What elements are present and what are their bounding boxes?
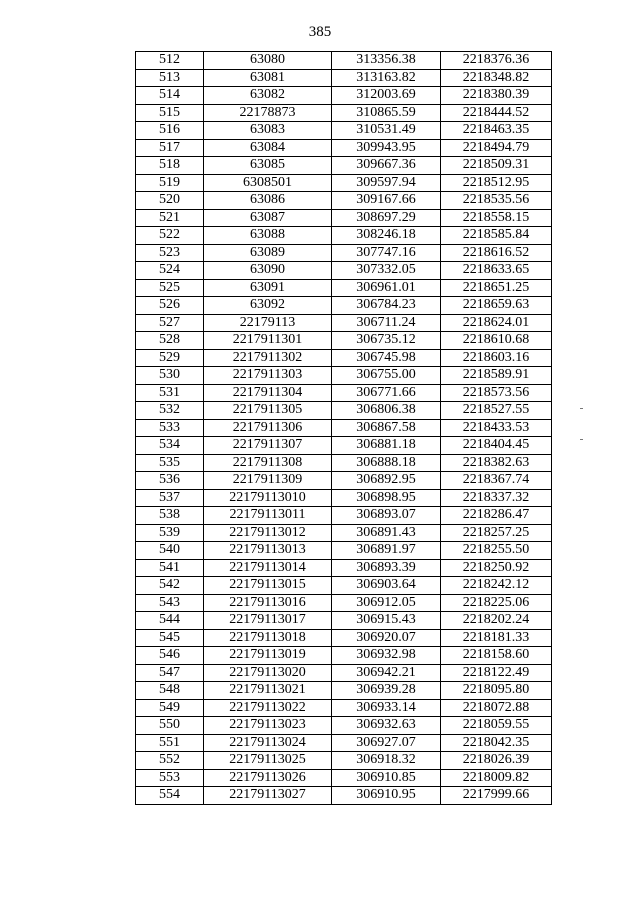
table-row bbox=[136, 489, 552, 507]
point-id-cell: 63080 bbox=[204, 52, 332, 70]
table-row bbox=[136, 157, 552, 175]
y-coordinate-cell: 2218558.15 bbox=[441, 209, 552, 227]
point-number-cell: 524 bbox=[136, 262, 204, 280]
point-number-cell: 542 bbox=[136, 577, 204, 595]
y-coordinate-cell: 2218202.24 bbox=[441, 612, 552, 630]
point-id-cell: 2217911302 bbox=[204, 349, 332, 367]
x-coordinate-cell: 310865.59 bbox=[332, 104, 441, 122]
coordinates-table bbox=[135, 51, 552, 805]
table-row bbox=[136, 314, 552, 332]
x-coordinate-cell: 312003.69 bbox=[332, 87, 441, 105]
point-number-cell: 523 bbox=[136, 244, 204, 262]
point-number-cell: 553 bbox=[136, 769, 204, 787]
table-row bbox=[136, 542, 552, 560]
x-coordinate-cell: 306806.38 bbox=[332, 402, 441, 420]
table-row bbox=[136, 87, 552, 105]
point-id-cell: 63087 bbox=[204, 209, 332, 227]
point-number-cell: 530 bbox=[136, 367, 204, 385]
point-number-cell: 549 bbox=[136, 699, 204, 717]
table-row bbox=[136, 332, 552, 350]
point-id-cell: 22179113024 bbox=[204, 734, 332, 752]
point-id-cell: 2217911301 bbox=[204, 332, 332, 350]
point-number-cell: 527 bbox=[136, 314, 204, 332]
y-coordinate-cell: 2217999.66 bbox=[441, 787, 552, 805]
x-coordinate-cell: 306771.66 bbox=[332, 384, 441, 402]
y-coordinate-cell: 2218337.32 bbox=[441, 489, 552, 507]
table-row bbox=[136, 419, 552, 437]
table-row bbox=[136, 192, 552, 210]
y-coordinate-cell: 2218589.91 bbox=[441, 367, 552, 385]
point-number-cell: 513 bbox=[136, 69, 204, 87]
x-coordinate-cell: 309943.95 bbox=[332, 139, 441, 157]
y-coordinate-cell: 2218348.82 bbox=[441, 69, 552, 87]
x-coordinate-cell: 306893.39 bbox=[332, 559, 441, 577]
point-id-cell: 63088 bbox=[204, 227, 332, 245]
point-id-cell: 22179113026 bbox=[204, 769, 332, 787]
table-row bbox=[136, 437, 552, 455]
y-coordinate-cell: 2218286.47 bbox=[441, 507, 552, 525]
point-id-cell: 2217911308 bbox=[204, 454, 332, 472]
x-coordinate-cell: 306927.07 bbox=[332, 734, 441, 752]
point-number-cell: 544 bbox=[136, 612, 204, 630]
point-number-cell: 532 bbox=[136, 402, 204, 420]
table-row bbox=[136, 752, 552, 770]
x-coordinate-cell: 307747.16 bbox=[332, 244, 441, 262]
point-number-cell: 550 bbox=[136, 717, 204, 735]
y-coordinate-cell: 2218527.55 bbox=[441, 402, 552, 420]
x-coordinate-cell: 306888.18 bbox=[332, 454, 441, 472]
table-row bbox=[136, 699, 552, 717]
x-coordinate-cell: 306893.07 bbox=[332, 507, 441, 525]
y-coordinate-cell: 2218072.88 bbox=[441, 699, 552, 717]
y-coordinate-cell: 2218603.16 bbox=[441, 349, 552, 367]
x-coordinate-cell: 306745.98 bbox=[332, 349, 441, 367]
point-id-cell: 63092 bbox=[204, 297, 332, 315]
y-coordinate-cell: 2218624.01 bbox=[441, 314, 552, 332]
point-id-cell: 63086 bbox=[204, 192, 332, 210]
point-id-cell: 22179113013 bbox=[204, 542, 332, 560]
table-row bbox=[136, 577, 552, 595]
point-id-cell: 63081 bbox=[204, 69, 332, 87]
point-id-cell: 63089 bbox=[204, 244, 332, 262]
point-id-cell: 22179113010 bbox=[204, 489, 332, 507]
point-id-cell: 2217911307 bbox=[204, 437, 332, 455]
point-id-cell: 22179113025 bbox=[204, 752, 332, 770]
point-id-cell: 22179113020 bbox=[204, 664, 332, 682]
y-coordinate-cell: 2218404.45 bbox=[441, 437, 552, 455]
table-row bbox=[136, 472, 552, 490]
point-id-cell: 22179113027 bbox=[204, 787, 332, 805]
point-number-cell: 551 bbox=[136, 734, 204, 752]
x-coordinate-cell: 306910.95 bbox=[332, 787, 441, 805]
table-row bbox=[136, 384, 552, 402]
point-id-cell: 2217911304 bbox=[204, 384, 332, 402]
y-coordinate-cell: 2218242.12 bbox=[441, 577, 552, 595]
x-coordinate-cell: 309167.66 bbox=[332, 192, 441, 210]
x-coordinate-cell: 310531.49 bbox=[332, 122, 441, 140]
point-number-cell: 517 bbox=[136, 139, 204, 157]
x-coordinate-cell: 306903.64 bbox=[332, 577, 441, 595]
point-id-cell: 2217911306 bbox=[204, 419, 332, 437]
point-number-cell: 540 bbox=[136, 542, 204, 560]
point-number-cell: 537 bbox=[136, 489, 204, 507]
y-coordinate-cell: 2218367.74 bbox=[441, 472, 552, 490]
point-id-cell: 22179113014 bbox=[204, 559, 332, 577]
point-number-cell: 534 bbox=[136, 437, 204, 455]
y-coordinate-cell: 2218009.82 bbox=[441, 769, 552, 787]
table-row bbox=[136, 629, 552, 647]
x-coordinate-cell: 306932.63 bbox=[332, 717, 441, 735]
y-coordinate-cell: 2218380.39 bbox=[441, 87, 552, 105]
y-coordinate-cell: 2218512.95 bbox=[441, 174, 552, 192]
coordinates-table-body bbox=[136, 52, 552, 805]
y-coordinate-cell: 2218376.36 bbox=[441, 52, 552, 70]
table-row bbox=[136, 612, 552, 630]
table-row bbox=[136, 279, 552, 297]
y-coordinate-cell: 2218382.63 bbox=[441, 454, 552, 472]
point-number-cell: 519 bbox=[136, 174, 204, 192]
y-coordinate-cell: 2218095.80 bbox=[441, 682, 552, 700]
table-row bbox=[136, 227, 552, 245]
y-coordinate-cell: 2218633.65 bbox=[441, 262, 552, 280]
point-number-cell: 528 bbox=[136, 332, 204, 350]
table-row bbox=[136, 594, 552, 612]
table-row bbox=[136, 717, 552, 735]
x-coordinate-cell: 306912.05 bbox=[332, 594, 441, 612]
x-coordinate-cell: 306942.21 bbox=[332, 664, 441, 682]
point-number-cell: 541 bbox=[136, 559, 204, 577]
point-number-cell: 529 bbox=[136, 349, 204, 367]
x-coordinate-cell: 313163.82 bbox=[332, 69, 441, 87]
table-row bbox=[136, 104, 552, 122]
x-coordinate-cell: 306915.43 bbox=[332, 612, 441, 630]
y-coordinate-cell: 2218651.25 bbox=[441, 279, 552, 297]
x-coordinate-cell: 306933.14 bbox=[332, 699, 441, 717]
table-row bbox=[136, 209, 552, 227]
point-id-cell: 22179113017 bbox=[204, 612, 332, 630]
scan-mark bbox=[580, 408, 583, 409]
table-row bbox=[136, 122, 552, 140]
point-id-cell: 63084 bbox=[204, 139, 332, 157]
point-number-cell: 514 bbox=[136, 87, 204, 105]
point-id-cell: 22179113011 bbox=[204, 507, 332, 525]
y-coordinate-cell: 2218494.79 bbox=[441, 139, 552, 157]
x-coordinate-cell: 306711.24 bbox=[332, 314, 441, 332]
x-coordinate-cell: 306891.97 bbox=[332, 542, 441, 560]
y-coordinate-cell: 2218122.49 bbox=[441, 664, 552, 682]
point-number-cell: 512 bbox=[136, 52, 204, 70]
y-coordinate-cell: 2218659.63 bbox=[441, 297, 552, 315]
point-number-cell: 526 bbox=[136, 297, 204, 315]
x-coordinate-cell: 306918.32 bbox=[332, 752, 441, 770]
point-number-cell: 545 bbox=[136, 629, 204, 647]
point-id-cell: 22179113023 bbox=[204, 717, 332, 735]
point-id-cell: 22179113 bbox=[204, 314, 332, 332]
table-row bbox=[136, 559, 552, 577]
point-number-cell: 520 bbox=[136, 192, 204, 210]
y-coordinate-cell: 2218059.55 bbox=[441, 717, 552, 735]
scan-mark bbox=[580, 439, 583, 440]
table-row bbox=[136, 297, 552, 315]
point-number-cell: 533 bbox=[136, 419, 204, 437]
point-id-cell: 22179113012 bbox=[204, 524, 332, 542]
point-id-cell: 63091 bbox=[204, 279, 332, 297]
table-row bbox=[136, 524, 552, 542]
x-coordinate-cell: 306881.18 bbox=[332, 437, 441, 455]
x-coordinate-cell: 309667.36 bbox=[332, 157, 441, 175]
table-row bbox=[136, 787, 552, 805]
point-id-cell: 22179113019 bbox=[204, 647, 332, 665]
point-number-cell: 547 bbox=[136, 664, 204, 682]
y-coordinate-cell: 2218463.35 bbox=[441, 122, 552, 140]
table-row bbox=[136, 349, 552, 367]
x-coordinate-cell: 313356.38 bbox=[332, 52, 441, 70]
point-id-cell: 2217911305 bbox=[204, 402, 332, 420]
point-number-cell: 538 bbox=[136, 507, 204, 525]
y-coordinate-cell: 2218257.25 bbox=[441, 524, 552, 542]
table-row bbox=[136, 69, 552, 87]
table-row bbox=[136, 139, 552, 157]
x-coordinate-cell: 306735.12 bbox=[332, 332, 441, 350]
x-coordinate-cell: 308246.18 bbox=[332, 227, 441, 245]
point-number-cell: 539 bbox=[136, 524, 204, 542]
point-number-cell: 548 bbox=[136, 682, 204, 700]
y-coordinate-cell: 2218610.68 bbox=[441, 332, 552, 350]
x-coordinate-cell: 306898.95 bbox=[332, 489, 441, 507]
table-row bbox=[136, 682, 552, 700]
point-number-cell: 516 bbox=[136, 122, 204, 140]
point-number-cell: 522 bbox=[136, 227, 204, 245]
y-coordinate-cell: 2218225.06 bbox=[441, 594, 552, 612]
point-number-cell: 531 bbox=[136, 384, 204, 402]
page-number: 385 bbox=[308, 24, 332, 40]
point-id-cell: 63083 bbox=[204, 122, 332, 140]
point-number-cell: 546 bbox=[136, 647, 204, 665]
point-number-cell: 518 bbox=[136, 157, 204, 175]
table-row bbox=[136, 664, 552, 682]
point-id-cell: 63085 bbox=[204, 157, 332, 175]
point-number-cell: 521 bbox=[136, 209, 204, 227]
y-coordinate-cell: 2218616.52 bbox=[441, 244, 552, 262]
table-row bbox=[136, 734, 552, 752]
point-id-cell: 22178873 bbox=[204, 104, 332, 122]
y-coordinate-cell: 2218181.33 bbox=[441, 629, 552, 647]
point-id-cell: 2217911303 bbox=[204, 367, 332, 385]
y-coordinate-cell: 2218444.52 bbox=[441, 104, 552, 122]
table-row bbox=[136, 402, 552, 420]
table-row bbox=[136, 367, 552, 385]
x-coordinate-cell: 307332.05 bbox=[332, 262, 441, 280]
x-coordinate-cell: 306867.58 bbox=[332, 419, 441, 437]
point-id-cell: 22179113018 bbox=[204, 629, 332, 647]
y-coordinate-cell: 2218509.31 bbox=[441, 157, 552, 175]
point-id-cell: 22179113021 bbox=[204, 682, 332, 700]
x-coordinate-cell: 306892.95 bbox=[332, 472, 441, 490]
point-number-cell: 554 bbox=[136, 787, 204, 805]
table-row bbox=[136, 454, 552, 472]
y-coordinate-cell: 2218433.53 bbox=[441, 419, 552, 437]
x-coordinate-cell: 306891.43 bbox=[332, 524, 441, 542]
point-number-cell: 552 bbox=[136, 752, 204, 770]
y-coordinate-cell: 2218585.84 bbox=[441, 227, 552, 245]
y-coordinate-cell: 2218042.35 bbox=[441, 734, 552, 752]
table-row bbox=[136, 769, 552, 787]
point-id-cell: 22179113015 bbox=[204, 577, 332, 595]
y-coordinate-cell: 2218250.92 bbox=[441, 559, 552, 577]
y-coordinate-cell: 2218255.50 bbox=[441, 542, 552, 560]
x-coordinate-cell: 306784.23 bbox=[332, 297, 441, 315]
point-id-cell: 22179113016 bbox=[204, 594, 332, 612]
x-coordinate-cell: 306961.01 bbox=[332, 279, 441, 297]
x-coordinate-cell: 306920.07 bbox=[332, 629, 441, 647]
table-row bbox=[136, 647, 552, 665]
point-number-cell: 515 bbox=[136, 104, 204, 122]
point-number-cell: 536 bbox=[136, 472, 204, 490]
x-coordinate-cell: 306939.28 bbox=[332, 682, 441, 700]
point-id-cell: 2217911309 bbox=[204, 472, 332, 490]
point-id-cell: 63082 bbox=[204, 87, 332, 105]
y-coordinate-cell: 2218573.56 bbox=[441, 384, 552, 402]
table-row bbox=[136, 174, 552, 192]
point-number-cell: 543 bbox=[136, 594, 204, 612]
table-row bbox=[136, 507, 552, 525]
y-coordinate-cell: 2218026.39 bbox=[441, 752, 552, 770]
point-number-cell: 535 bbox=[136, 454, 204, 472]
point-number-cell: 525 bbox=[136, 279, 204, 297]
y-coordinate-cell: 2218158.60 bbox=[441, 647, 552, 665]
point-id-cell: 22179113022 bbox=[204, 699, 332, 717]
x-coordinate-cell: 306910.85 bbox=[332, 769, 441, 787]
x-coordinate-cell: 306932.98 bbox=[332, 647, 441, 665]
table-row bbox=[136, 244, 552, 262]
point-id-cell: 63090 bbox=[204, 262, 332, 280]
x-coordinate-cell: 309597.94 bbox=[332, 174, 441, 192]
x-coordinate-cell: 308697.29 bbox=[332, 209, 441, 227]
point-id-cell: 6308501 bbox=[204, 174, 332, 192]
x-coordinate-cell: 306755.00 bbox=[332, 367, 441, 385]
table-row bbox=[136, 262, 552, 280]
table-row bbox=[136, 52, 552, 70]
y-coordinate-cell: 2218535.56 bbox=[441, 192, 552, 210]
